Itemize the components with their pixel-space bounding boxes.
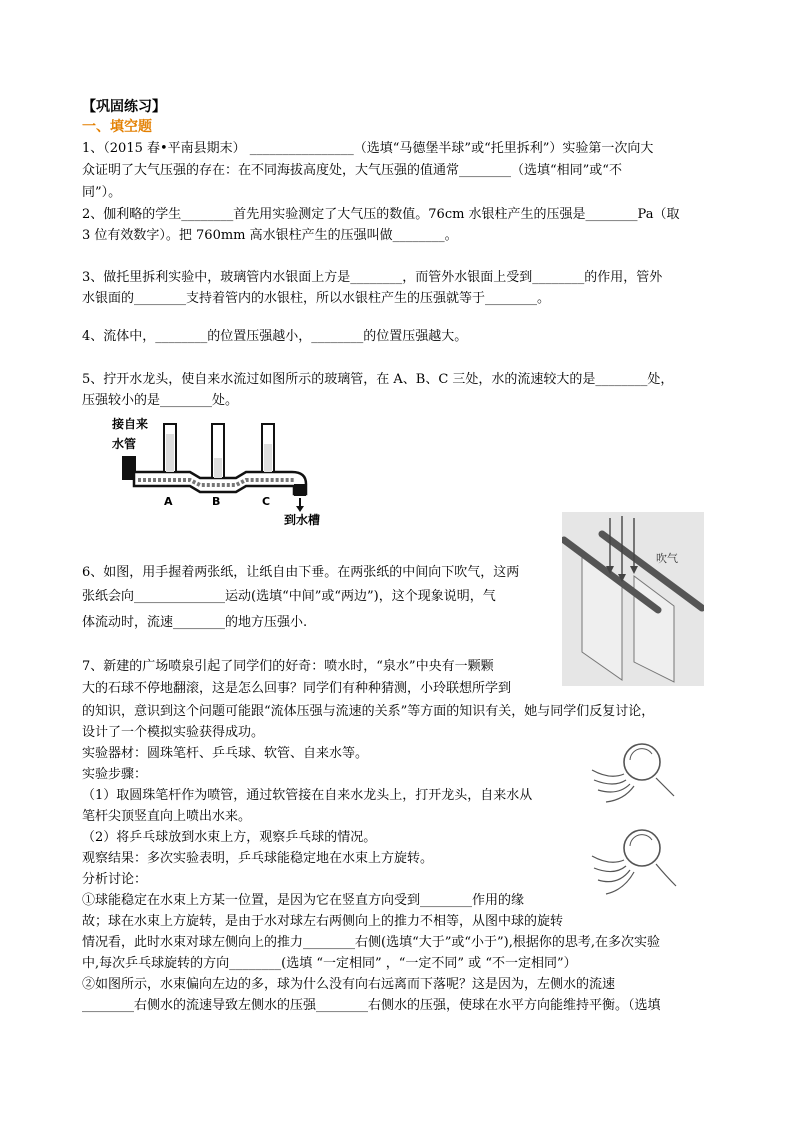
q7-discussion-label: 分析讨论： xyxy=(82,872,148,887)
q7-materials: 实验器材：圆珠笔杆、乒乓球、软管、自来水等。 xyxy=(82,746,369,761)
ball-jet-lower xyxy=(592,830,676,894)
jet-line-lower-2 xyxy=(594,866,626,872)
q7-discussion-3: 情况看，此时水束对球左侧向上的推力________右侧(选填“大于”或“小于”),根据你的思考,在多次实验 xyxy=(82,935,660,950)
jet-line-lower-1 xyxy=(592,856,624,862)
q7-result: 观察结果：多次实验表明，乒乓球能稳定地在水束上方旋转。 xyxy=(82,851,434,866)
pipe-label-source-1: 接自来 xyxy=(112,417,149,431)
q2-line-2: 3 位有效数字）。把 760mm 高水银柱产生的压强叫做________。 xyxy=(82,228,458,243)
q7-discussion-1: ①球能稳定在水束上方某一位置，是因为它在竖直方向受到________作用的缘 xyxy=(82,893,525,908)
q7-discussion-5: ②如图所示，水束偏向左边的多，球为什么没有向右远离而下落呢？这是因为，左侧水的流速 xyxy=(82,977,616,992)
q7-step2: （2）将乒乓球放到水束上方，观察乒乓球的情况。 xyxy=(82,830,377,845)
q7-discussion-2: 故；球在水束上方旋转，是由于水对球左右两侧向上的推力不相等，从图中球的旋转 xyxy=(82,914,564,929)
jet-line-upper-1 xyxy=(592,770,624,776)
q6-line-2: 张纸会向______________运动(选填“中间”或“两边”)，这个现象说明，气 xyxy=(82,589,496,604)
tube-a-level xyxy=(166,434,174,472)
paper-diagram xyxy=(562,512,704,686)
q7-line-2: 大的石球不停地翻滚，这是怎么回事？同学们有种种猜测，小玲联想所学到 xyxy=(82,681,512,696)
pipe-diagram xyxy=(104,414,344,530)
paper-label-blow: 吹气 xyxy=(656,552,678,565)
q7-step1-line-2: 笔杆尖顶竖直向上喷出水来。 xyxy=(82,809,252,824)
q1-line-3: 同”）。 xyxy=(82,185,122,200)
ball-jet-diagram xyxy=(590,740,690,910)
q7-discussion-6: ________右侧水的流速导致左侧水的压强________右侧水的压强，使球在水平方向能维持平衡。（选填 xyxy=(82,998,661,1013)
section-title: 【巩固练习】 xyxy=(82,99,166,115)
q2-line-1: 2、伽利略的学生________首先用实验测定了大气压的数值。76cm 水银柱产生的压强是________Pa（取 xyxy=(82,207,680,222)
q1-line-2: 众证明了大气压强的存在：在不同海拔高度处，大气压强的值通常________（选填“相同”或“不 xyxy=(82,163,622,178)
tube-b-level xyxy=(214,458,222,478)
ball-upper xyxy=(624,744,660,780)
ball-lower xyxy=(624,830,660,866)
jet-line-upper-3 xyxy=(598,784,630,792)
jet-line-lower-4 xyxy=(606,872,634,894)
jet-line-upper-4 xyxy=(606,786,634,802)
q5-line-1: 5、拧开水龙头，使自来水流过如图所示的玻璃管，在 A、B、C 三处，水的流速较大的是________处， xyxy=(82,372,674,387)
q3-line-1: 3、做托里拆利实验中，玻璃管内水银面上方是________，而管外水银面上受到________的作用，管外 xyxy=(82,270,663,285)
pipe-label-b: B xyxy=(212,495,221,508)
q3-line-2: 水银面的________支持着管内的水银柱，所以水银柱产生的压强就等于________。 xyxy=(82,291,551,306)
q6-line-3: 体流动时，流速________的地方压强小. xyxy=(82,615,308,630)
q7-line-3: 的知识，意识到这个问题可能跟“流体压强与流速的关系”等方面的知识有关，她与同学们反复讨论， xyxy=(82,704,655,719)
jet-line-upper-5 xyxy=(656,778,674,796)
pipe-label-drain: 到水槽 xyxy=(284,513,321,527)
q7-line-4: 设计了一个模拟实验获得成功。 xyxy=(82,725,265,740)
jet-line-lower-5 xyxy=(656,864,676,886)
jet-line-upper-2 xyxy=(594,780,626,784)
q7-discussion-4: 中,每次乒乓球旋转的方向________(选填 “一定相同” ，“一定不同” 或 “不一定相同”） xyxy=(82,956,577,971)
subsection-title: 一、填空题 xyxy=(82,119,152,135)
pipe-label-source-2: 水管 xyxy=(112,437,137,451)
q7-step1-line-1: （1）取圆珠笔杆作为喷管，通过软管接在自来水龙头上，打开龙头，自来水从 xyxy=(82,788,533,803)
q5-line-2: 压强较小的是________处。 xyxy=(82,393,239,408)
tube-c-level xyxy=(264,444,272,472)
q7-steps-label: 实验步骤： xyxy=(82,767,148,782)
pipe-label-a: A xyxy=(164,495,173,508)
outlet xyxy=(294,484,306,496)
q7-line-1: 7、新建的广场喷泉引起了同学们的好奇：喷水时，“泉水”中央有一颗颗 xyxy=(82,659,494,674)
ball-jet-upper xyxy=(592,744,674,802)
pipe-label-c: C xyxy=(262,495,271,508)
outflow-arrowhead xyxy=(296,506,304,512)
q1-line-1: 1、（2015 春•平南县期末） ________________（选填“马德堡半球”或“托里拆利”）实验第一次向大 xyxy=(82,141,654,156)
q6-line-1: 6、如图，用手握着两张纸，让纸自由下垂。在两张纸的中间向下吹气，这两 xyxy=(82,565,520,580)
q4-line: 4、流体中，________的位置压强越小，________的位置压强越大。 xyxy=(82,329,468,344)
